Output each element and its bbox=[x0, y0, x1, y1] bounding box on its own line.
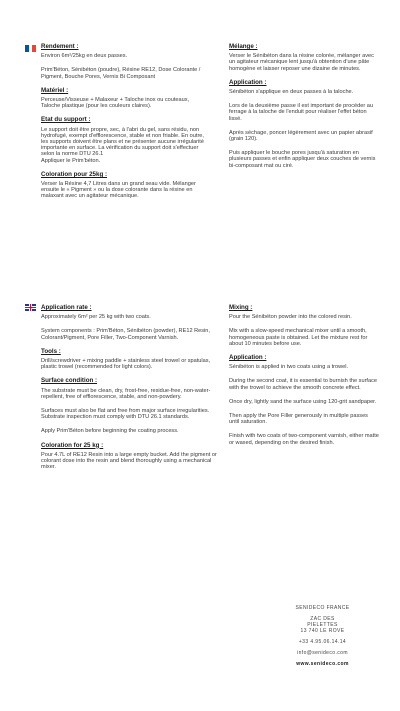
phone-number: +33 4.95.06.14.14 bbox=[298, 639, 347, 645]
en-left-column bbox=[41, 305, 221, 476]
fr-rendement-text: Environ 6m²/25kg en deux passes. bbox=[41, 53, 128, 60]
en-tools-text: Drill/screwdriver + mixing paddle + stainless steel trowel or spatulas, plastic trowel (recommended for light colors). bbox=[41, 358, 211, 371]
website-link[interactable]: www.senideco.com bbox=[296, 661, 349, 667]
en-surface-text-2: Surfaces must also be flat and free from major surface irregularities. Substrate inspection must comply with DTU 26.1 standards. bbox=[41, 408, 210, 421]
fr-coloration-heading: Coloration pour 25kg : bbox=[41, 170, 108, 178]
fr-application-text-1: Sénibéton s'applique en deux passes à la taloche. bbox=[229, 89, 354, 96]
en-coloration-heading: Coloration for 25 kg : bbox=[41, 441, 104, 449]
fr-melange-text: Verser le Sénibéton dans la résine colorée, mélanger avec un agitateur mécanique lent jusqu'à obtention d'une pâte homogène et laisser reposer une dizaine de minutes. bbox=[229, 53, 374, 72]
fr-rendement-heading: Rendement : bbox=[41, 43, 79, 50]
en-application-text-5: Finish with two coats of two-component varnish, either matte or waxed, depending on the desired finish. bbox=[229, 433, 379, 446]
fr-left-column bbox=[41, 44, 209, 206]
en-mixing-text-2: Mix with a slow-speed mechanical mixer until a smooth, homogeneous paste is obtained. Let the mixture rest for about 10 minutes before use. bbox=[229, 328, 368, 347]
email-address: info@senideco.com bbox=[297, 650, 348, 656]
en-components-text: System components : Prim'Béton, Sénibéton (powder), RE12 Resin, Colorant/Pigment, Pore Filler, Two-Component Varnish. bbox=[41, 328, 210, 341]
en-application-text-2: During the second coat, it is essential to burnish the surface with the trowel to achieve the smooth concrete effect. bbox=[229, 378, 378, 391]
address-line-2: PIELETTES bbox=[307, 622, 338, 628]
en-rate-heading: Application rate : bbox=[41, 304, 92, 311]
fr-right-column bbox=[229, 44, 379, 175]
company-name: SENIDECO FRANCE bbox=[295, 605, 350, 611]
en-tools-heading: Tools : bbox=[41, 347, 61, 355]
company-footer bbox=[285, 605, 360, 667]
fr-produits-text: Prim'Béton, Sénibéton (poudre), Résine RE12, Dose Colorante / Pigment, Bouche Pores, Vernis Bi Composant bbox=[41, 67, 201, 80]
fr-application-text-4: Puis appliquer le bouche pores jusqu'à saturation en plusieurs passes et enfin appliquer deux couches de vernis bi-composant mat ou ciré. bbox=[229, 150, 376, 169]
fr-coloration-text: Verser la Résine 4,7 Litres dans un grand seau vide. Mélanger ensuite le « Pigment » ou la dose colorante dans la résine en malaxant avec un agitateur mécanique. bbox=[41, 181, 196, 200]
en-application-text-4: Then apply the Pore Filler generously in multiple passes until saturation. bbox=[229, 413, 368, 426]
en-surface-heading: Surface condition : bbox=[41, 377, 98, 385]
fr-support-text-2: Appliquer le Prim'béton. bbox=[41, 157, 101, 164]
french-flag-icon bbox=[25, 45, 36, 52]
en-surface-text-1: The substrate must be clean, dry, frost-free, residue-free, non-water-repellent, free of efflorescence, stable, and non-powdery. bbox=[41, 387, 211, 400]
en-application-text-1: Sénibéton is applied in two coats using a trowel. bbox=[229, 364, 349, 371]
en-mixing-text-1: Pour the Sénibéton powder into the colored resin. bbox=[229, 314, 352, 321]
en-mixing-heading: Mixing : bbox=[229, 304, 253, 311]
address-line-1: ZAC DES bbox=[310, 616, 335, 622]
fr-materiel-heading: Matériel : bbox=[41, 86, 69, 94]
fr-support-heading: Etat du support : bbox=[41, 116, 91, 124]
address-line-3: 13 740 LE ROVE bbox=[300, 628, 345, 634]
fr-application-text-3: Après séchage, poncer légèrement avec un papier abrasif (grain 120). bbox=[229, 129, 373, 143]
en-coloration-text: Pour 4.7L of RE12 Resin into a large empty bucket. Add the pigment or colorant dose into the resin and blend thoroughly using a mechanical mixer. bbox=[41, 451, 217, 471]
en-right-column bbox=[229, 305, 379, 452]
fr-melange-heading: Mélange : bbox=[229, 43, 258, 50]
uk-flag-icon bbox=[25, 304, 36, 311]
fr-support-text: Le support doit être propre, sec, à l'abri du gel, sans résidu, non hydrofugé, exempt d'efflorescence, stable et non friable. En outre, les supports doivent être plans et ne présenter aucune irrégularité importante en surface. La vérification du support doit s'effectuer selon la norme DTU 26.1 bbox=[41, 126, 204, 158]
fr-application-text-2: Lors de la deuxième passe il est important de procéder au ferrage à la taloche de l'enduit pour réaliser l'effet béton lissé. bbox=[229, 103, 373, 122]
en-surface-text-3: Apply Prim'Béton before beginning the coating process. bbox=[41, 428, 179, 435]
en-application-heading: Application : bbox=[229, 354, 267, 362]
fr-materiel-text: Perceuse/Visseuse + Malaxeur + Taloche inox ou couteaux, Taloche plastique (pour les couleurs claires). bbox=[41, 97, 190, 110]
en-rate-text: Approximately 6m² per 25 kg with two coats. bbox=[41, 314, 151, 321]
fr-application-heading: Application : bbox=[229, 78, 267, 86]
en-application-text-3: Once dry, lightly sand the surface using 120-grit sandpaper. bbox=[229, 398, 377, 405]
